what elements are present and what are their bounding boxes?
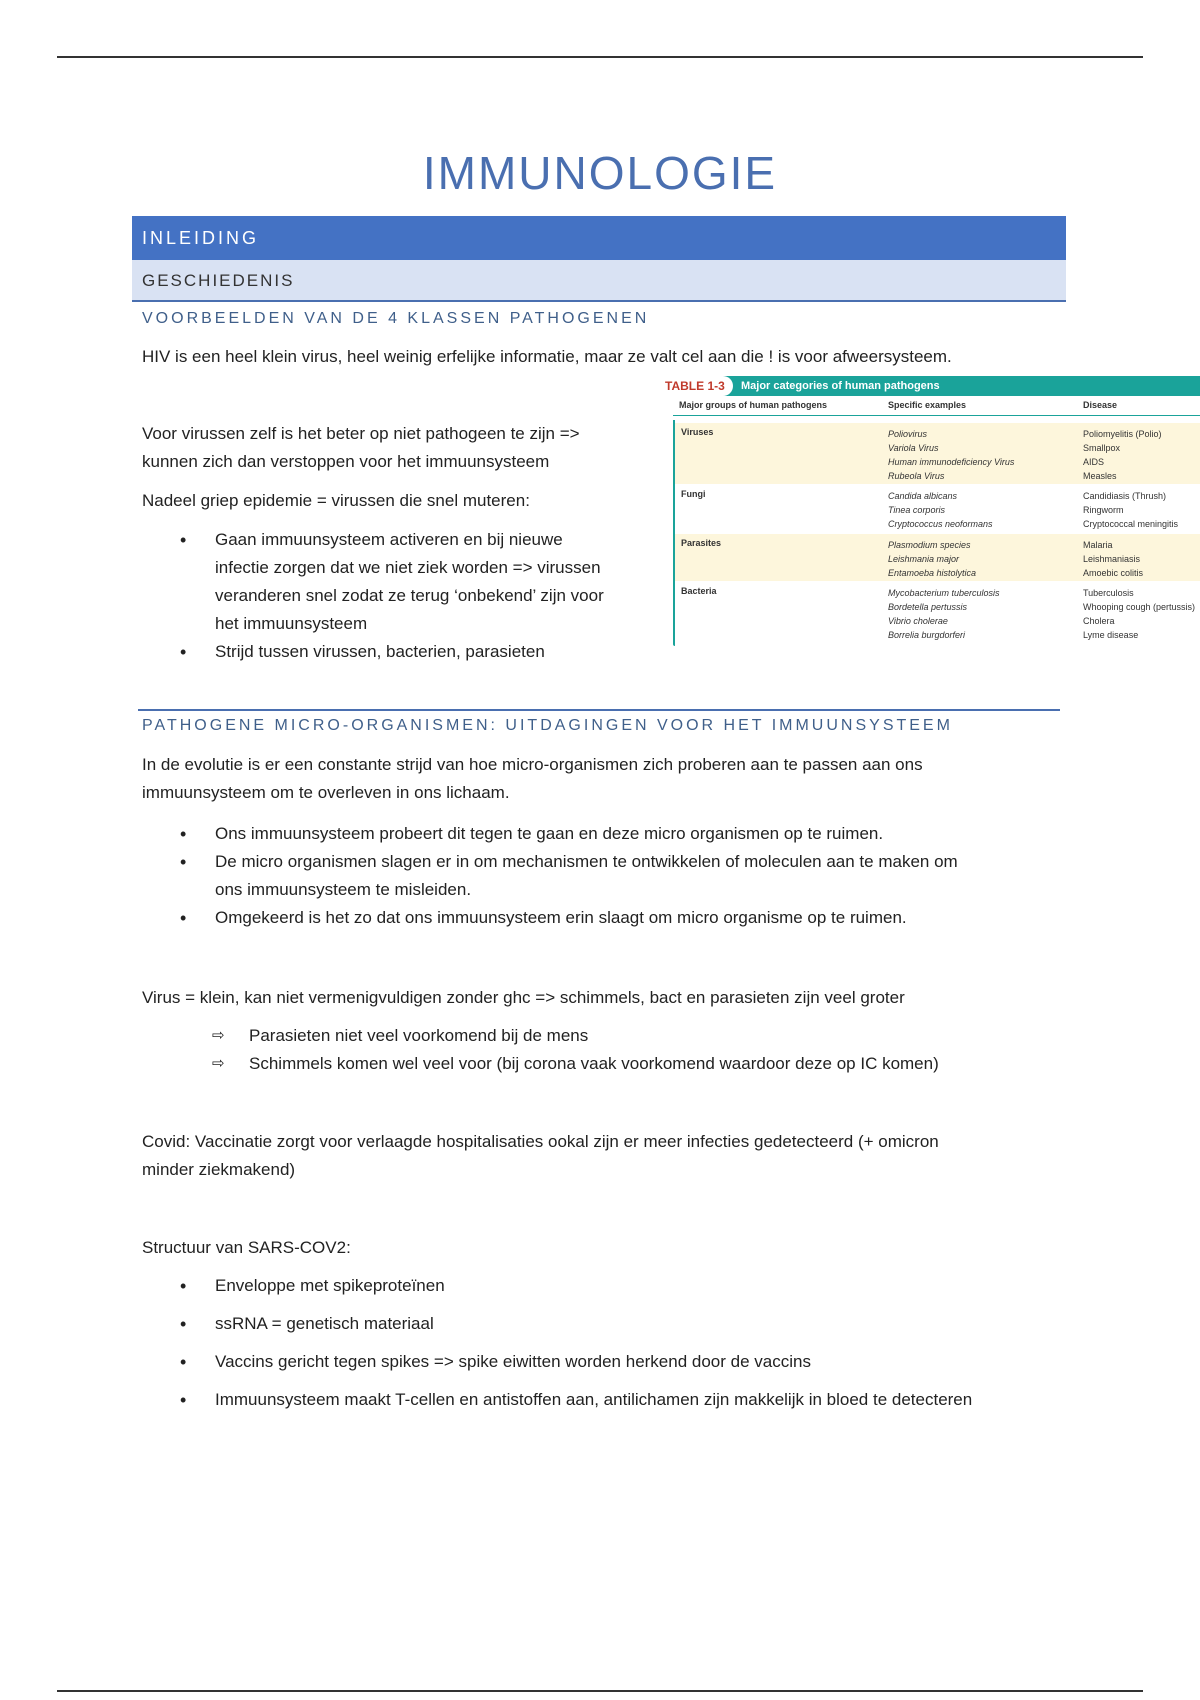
paragraph-flu: Nadeel griep epidemie = virussen die snel muteren: — [142, 491, 530, 510]
paragraph-evolution-line2: immuunsysteem om te overleven in ons lichaam. — [142, 783, 510, 802]
table-column-header: Specific examples — [888, 400, 967, 410]
table-row: Bacteria Mycobacterium tuberculosis Bordetella pertussis Vibrio cholerae Borrelia burgdorferi Tuberculosis Whooping cough (pertussis) Cholera Lyme disease — [681, 586, 1196, 640]
table-header-bar — [663, 376, 1200, 396]
paragraph-evolution-line1: In de evolutie is er een constante strijd van hoe micro-organismen zich proberen aan te passen aan ons — [142, 755, 923, 774]
list-item: • Immuunsysteem maakt T-cellen en antistoffen aan, antilichamen zijn makkelijk in bloed te detecteren — [142, 1386, 1142, 1414]
list-item: • Omgekeerd is het zo dat ons immuunsysteem erin slaagt om micro organisme op te ruimen. — [142, 904, 1122, 932]
list-item: ⇨ Parasieten niet veel voorkomend bij de mens — [212, 1022, 939, 1050]
paragraph-hiv: HIV is een heel klein virus, heel weinig erfelijke informatie, maar ze valt cel aan die ! is voor afweersysteem. — [142, 347, 952, 366]
section-rule — [138, 709, 1060, 711]
list-item: • Enveloppe met spikeproteïnen — [142, 1272, 1142, 1300]
paragraph-virus-line2: kunnen zich dan verstoppen voor het immuunsysteem — [142, 452, 550, 471]
paragraph-covid-line1: Covid: Vaccinatie zorgt voor verlaagde hospitalisaties ookal zijn er meer infecties gedetecteerd (+ omicron — [142, 1132, 939, 1151]
table-row: Viruses Poliovirus Variola Virus Human immunodeficiency Virus Rubeola Virus Poliomyelitis (Polio) Smallpox AIDS Measles — [675, 423, 1200, 484]
bottom-rule — [57, 1690, 1143, 1692]
pathogen-table-figure — [663, 376, 1200, 652]
bullet-list-immune — [142, 820, 1122, 932]
heading-pathogen-classes: VOORBEELDEN VAN DE 4 KLASSEN PATHOGENEN — [142, 310, 650, 327]
table-column-header: Major groups of human pathogens — [679, 400, 827, 410]
bullet-list-flu — [142, 526, 604, 666]
heading-micro-organisms: PATHOGENE MICRO-ORGANISMEN: UITDAGINGEN VOOR HET IMMUUNSYSTEEM — [142, 717, 953, 734]
table-caption: Major categories of human pathogens — [741, 380, 940, 392]
list-item: • ssRNA = genetisch materiaal — [142, 1310, 1142, 1338]
arrow-list — [212, 1022, 939, 1078]
list-item: ⇨ Schimmels komen wel veel voor (bij corona vaak voorkomend waardoor deze op IC komen) — [212, 1050, 939, 1078]
table-row: Parasites Plasmodium species Leishmania major Entamoeba histolytica Malaria Leishmaniasis Amoebic colitis — [675, 534, 1200, 581]
list-item: • Strijd tussen virussen, bacterien, parasieten — [142, 638, 604, 666]
paragraph-sars: Structuur van SARS-COV2: — [142, 1238, 351, 1257]
list-item: • Vaccins gericht tegen spikes => spike eiwitten worden herkend door de vaccins — [142, 1348, 1142, 1376]
table-rule — [673, 415, 1200, 416]
table-column-header: Disease — [1083, 400, 1118, 410]
list-item: • Gaan immuunsysteem activeren en bij nieuwe infectie zorgen dat we niet ziek worden => virussen veranderen snel zodat ze terug ‘onbekend’ zijn voor het immuunsysteem — [142, 526, 604, 638]
bullet-list-sars — [142, 1272, 1142, 1414]
paragraph-virus-size: Virus = klein, kan niet vermenigvuldigen zonder ghc => schimmels, bact en parasieten zijn veel groter — [142, 988, 905, 1007]
page-title: IMMUNOLOGIE — [422, 147, 778, 199]
paragraph-covid-line2: minder ziekmakend) — [142, 1160, 296, 1179]
section-heading: INLEIDING — [132, 216, 1066, 260]
list-item: • De micro organismen slagen er in om mechanismen te ontwikkelen of moleculen aan te maken om ons immuunsysteem te misleiden. — [142, 848, 1122, 904]
table-tag: TABLE 1-3 — [663, 376, 733, 396]
top-rule — [57, 56, 1143, 58]
subsection-heading: GESCHIEDENIS — [132, 260, 1066, 302]
table-row: Fungi Candida albicans Tinea corporis Cryptococcus neoformans Candidiasis (Thrush) Ringworm Cryptococcal meningitis — [681, 489, 1179, 529]
paragraph-virus-line1: Voor virussen zelf is het beter op niet pathogeen te zijn => — [142, 424, 580, 443]
list-item: • Ons immuunsysteem probeert dit tegen te gaan en deze micro organismen op te ruimen. — [142, 820, 1122, 848]
